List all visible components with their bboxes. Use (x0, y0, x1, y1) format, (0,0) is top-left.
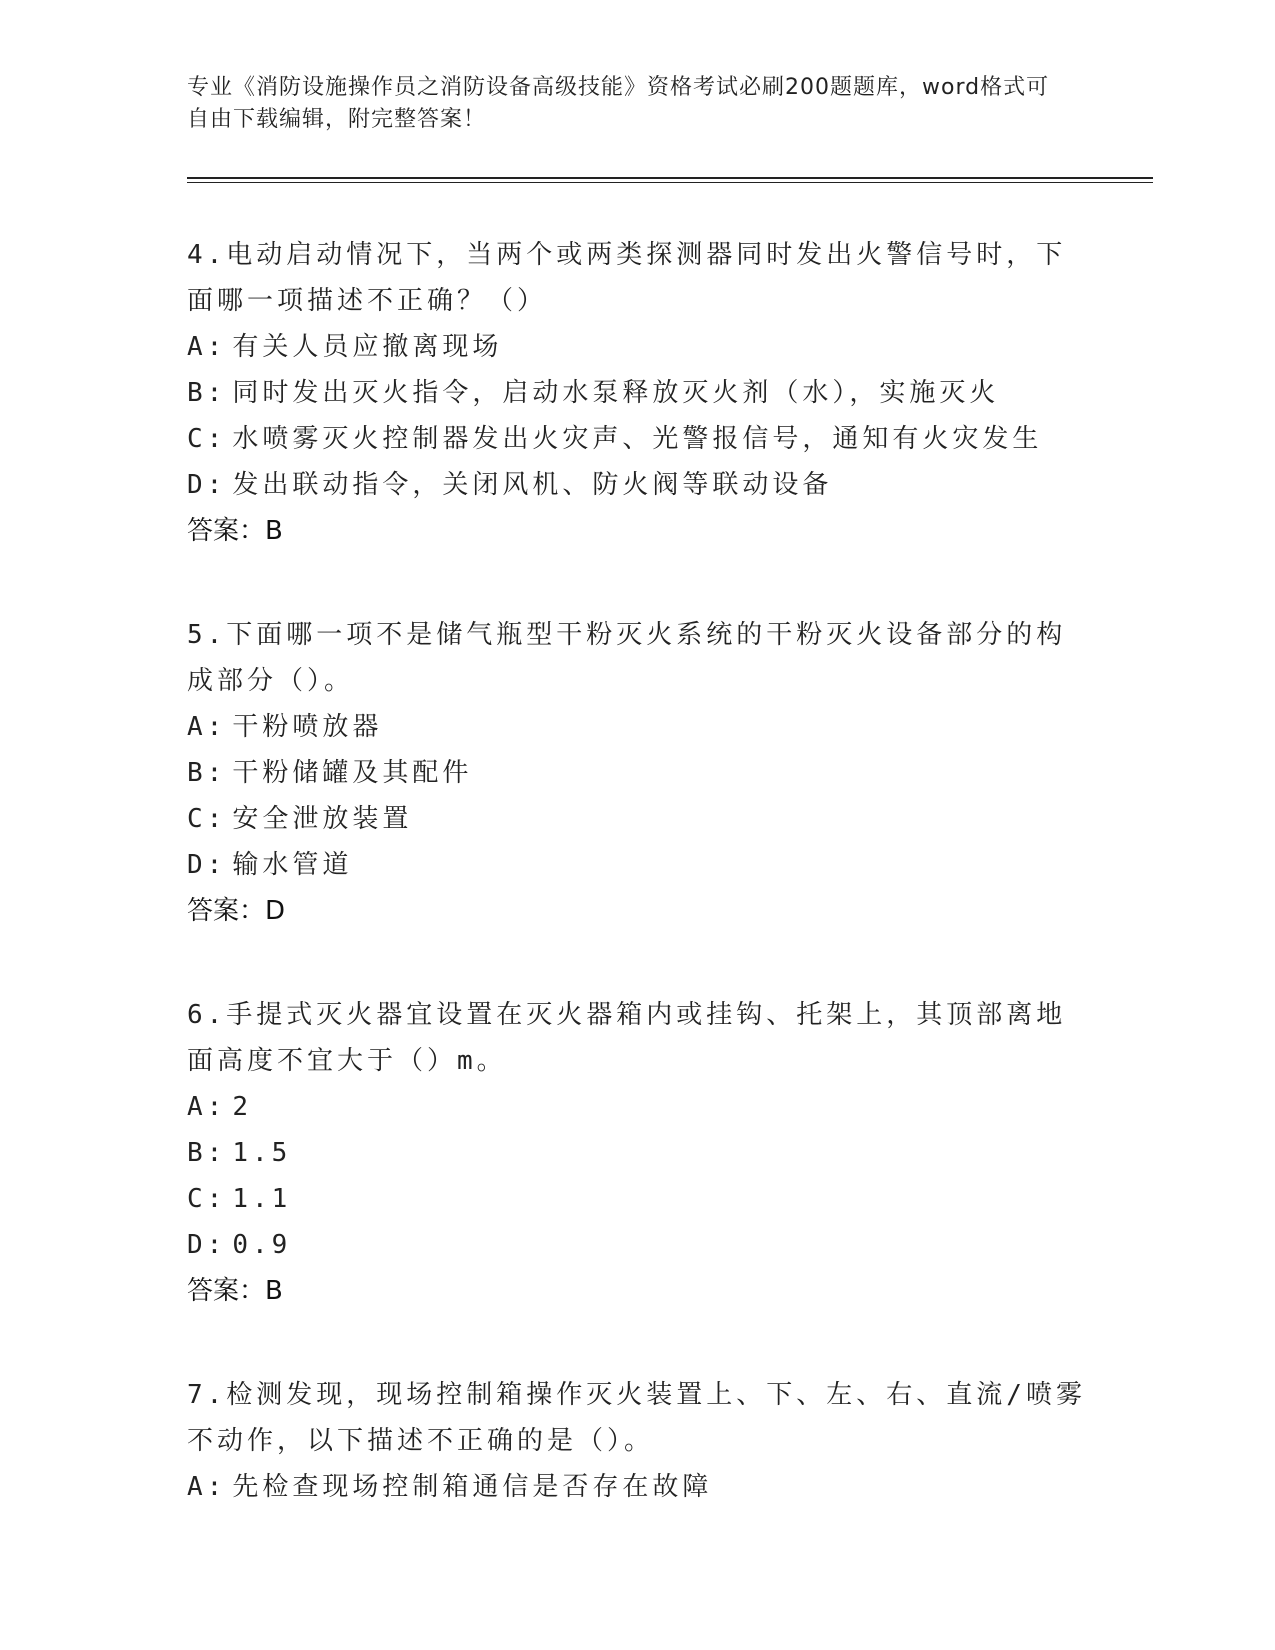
option-key: A: (187, 332, 227, 362)
document-header: 专业《消防设施操作员之消防设备高级技能》资格考试必刷200题题库，word格式可自由下载编辑，附完整答案！ (187, 75, 1050, 132)
option-key: D: (187, 1230, 227, 1260)
answer-value: B (265, 1276, 283, 1306)
answer-line (187, 888, 1087, 934)
option-d (187, 462, 1087, 508)
option-c (187, 1176, 1087, 1222)
option-b (187, 1130, 1087, 1176)
answer-label: 答案： (187, 516, 266, 546)
option-key: B: (187, 1138, 227, 1168)
option-d (187, 1222, 1087, 1268)
option-key: C: (187, 1184, 227, 1214)
option-key: A: (187, 1092, 227, 1122)
option-text: 输水管道 (232, 850, 353, 880)
option-a (187, 704, 1087, 750)
option-text: 1.1 (232, 1184, 292, 1214)
option-key: A: (187, 1472, 227, 1502)
option-b (187, 750, 1087, 796)
question-list (187, 232, 1087, 1568)
option-text: 同时发出灭火指令，启动水泵释放灭火剂（水），实施灭火 (232, 378, 1000, 408)
answer-line (187, 1268, 1087, 1314)
option-c (187, 416, 1087, 462)
option-key: C: (187, 804, 227, 834)
question-stem: 5.下面哪一项不是储气瓶型干粉灭火系统的干粉灭火设备部分的构成部分（）。 (187, 620, 1067, 696)
option-a (187, 1464, 1087, 1510)
answer-label: 答案： (187, 896, 266, 926)
option-a (187, 324, 1087, 370)
option-b (187, 370, 1087, 416)
option-key: D: (187, 470, 227, 500)
option-text: 先检查现场控制箱通信是否存在故障 (232, 1472, 713, 1502)
question-5 (187, 612, 1087, 934)
option-text: 发出联动指令，关闭风机、防火阀等联动设备 (232, 470, 833, 500)
header-rule-thin (187, 182, 1153, 183)
question-4 (187, 232, 1087, 554)
option-text: 干粉储罐及其配件 (232, 758, 473, 788)
option-text: 水喷雾灭火控制器发出火灾声、光警报信号，通知有火灾发生 (232, 424, 1043, 454)
option-key: A: (187, 712, 227, 742)
answer-line (187, 508, 1087, 554)
option-text: 1.5 (232, 1138, 292, 1168)
option-key: B: (187, 758, 227, 788)
option-a (187, 1084, 1087, 1130)
question-7 (187, 1372, 1087, 1510)
option-text: 有关人员应撤离现场 (232, 332, 503, 362)
question-stem: 6.手提式灭火器宜设置在灭火器箱内或挂钩、托架上，其顶部离地面高度不宜大于（）m。 (187, 1000, 1067, 1076)
answer-value: D (265, 896, 286, 926)
option-text: 2 (232, 1092, 252, 1122)
question-stem: 4.电动启动情况下，当两个或两类探测器同时发出火警信号时，下面哪一项描述不正确？（） (187, 240, 1067, 316)
option-key: B: (187, 378, 227, 408)
question-6 (187, 992, 1087, 1314)
option-text: 安全泄放装置 (232, 804, 413, 834)
question-stem: 7.检测发现，现场控制箱操作灭火装置上、下、左、右、直流/喷雾不动作，以下描述不正确的是（）。 (187, 1380, 1086, 1456)
option-key: C: (187, 424, 227, 454)
option-text: 0.9 (232, 1230, 292, 1260)
option-key: D: (187, 850, 227, 880)
answer-label: 答案： (187, 1276, 266, 1306)
answer-value: B (265, 516, 283, 546)
option-text: 干粉喷放器 (232, 712, 383, 742)
option-d (187, 842, 1087, 888)
header-rule (187, 177, 1153, 179)
option-c (187, 796, 1087, 842)
